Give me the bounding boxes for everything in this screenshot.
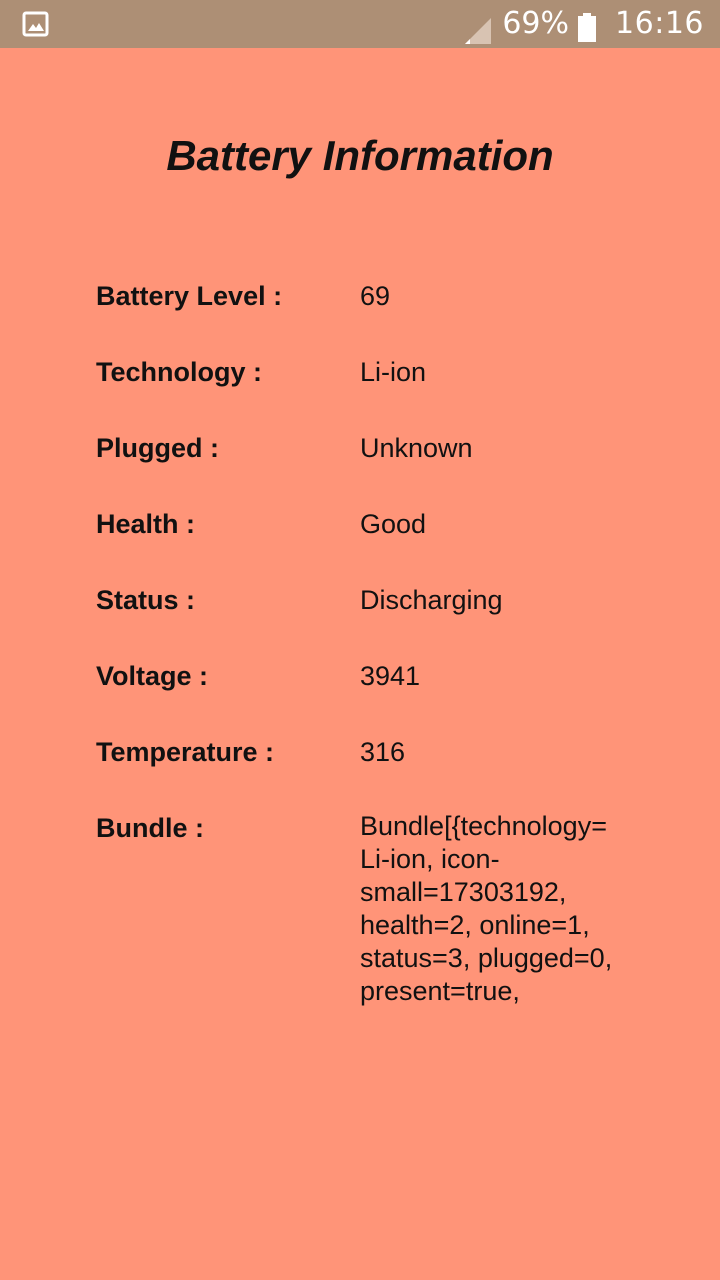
battery-level-label: Battery Level : bbox=[96, 281, 283, 311]
plugged-value: Unknown bbox=[360, 433, 473, 463]
signal-strength-icon bbox=[464, 12, 492, 40]
technology-value: Li-ion bbox=[360, 357, 427, 387]
bundle-line: small=17303192, bbox=[360, 877, 567, 907]
temperature-value: 316 bbox=[360, 737, 406, 767]
bundle-line: Li-ion, icon- bbox=[360, 844, 500, 874]
status-value: Discharging bbox=[360, 585, 503, 615]
status-time: 16:16 bbox=[615, 6, 704, 41]
battery-icon bbox=[577, 10, 597, 40]
health-value: Good bbox=[360, 509, 427, 539]
page-title: Battery Information bbox=[166, 132, 554, 179]
bundle-value bbox=[360, 810, 645, 1008]
temperature-label: Temperature : bbox=[96, 737, 275, 767]
status-label: Status : bbox=[96, 585, 196, 615]
health-label: Health : bbox=[96, 509, 196, 539]
bundle-label: Bundle : bbox=[96, 813, 204, 843]
voltage-label: Voltage : bbox=[96, 661, 209, 691]
technology-label: Technology : bbox=[96, 357, 262, 387]
battery-level-value: 69 bbox=[360, 281, 391, 311]
status-bar bbox=[0, 0, 720, 48]
image-notification-icon bbox=[22, 11, 49, 37]
battery-percent: 69% bbox=[502, 6, 570, 41]
status-bar-right bbox=[464, 0, 704, 48]
bundle-line: present=true, bbox=[360, 976, 520, 1006]
bundle-line: health=2, online=1, bbox=[360, 910, 590, 940]
plugged-label: Plugged : bbox=[96, 433, 219, 463]
bundle-line: Bundle[{technology= bbox=[360, 811, 607, 841]
voltage-value: 3941 bbox=[360, 661, 421, 691]
bundle-line: status=3, plugged=0, bbox=[360, 943, 613, 973]
